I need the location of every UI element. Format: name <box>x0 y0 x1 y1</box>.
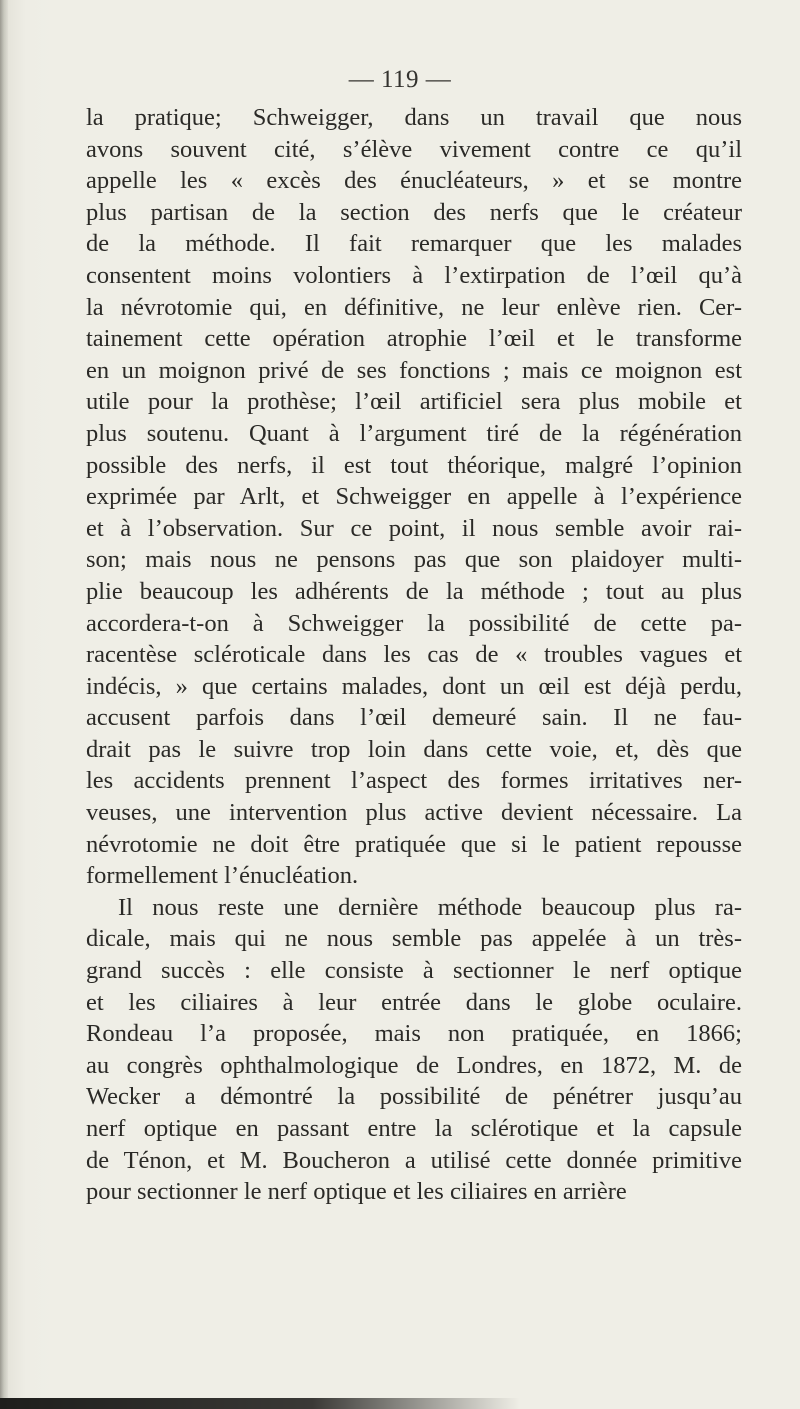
text-line: plie beaucoup les adhérents de la méthode ; tout au plus <box>86 577 742 605</box>
text-line: et les ciliaires à leur entrée dans le globe oculaire. <box>86 988 742 1016</box>
text-line: accordera-t-on à Schweigger la possibilité de cette pa- <box>86 609 742 637</box>
text-line: les accidents prennent l’aspect des formes irritatives ner- <box>86 767 742 795</box>
text-line: drait pas le suivre trop loin dans cette voie, et, dès que <box>86 735 742 763</box>
text-line: névrotomie ne doit être pratiquée que si le patient repousse <box>86 830 742 858</box>
text-line: possible des nerfs, il est tout théorique, malgré l’opinion <box>86 451 742 479</box>
text-line: en un moignon privé de ses fonctions ; mais ce moignon est <box>86 356 742 384</box>
text-line: et à l’observation. Sur ce point, il nous semble avoir rai- <box>86 514 742 542</box>
text-line: exprimée par Arlt, et Schweigger en appelle à l’expérience <box>86 483 742 511</box>
page-bottom-shadow <box>0 1398 520 1409</box>
text-line: indécis, » que certains malades, dont un œil est déjà perdu, <box>86 672 742 700</box>
text-line: de la méthode. Il fait remarquer que les malades <box>86 230 742 258</box>
text-line: appelle les « excès des énucléateurs, » et se montre <box>86 167 742 195</box>
text-line: plus soutenu. Quant à l’argument tiré de la régénération <box>86 419 742 447</box>
paragraph-1 <box>86 102 742 892</box>
text-line: pour sectionner le nerf optique et les ciliaires en arrière <box>86 1178 627 1206</box>
text-line: racentèse scléroticale dans les cas de « troubles vagues et <box>86 641 742 669</box>
body-text <box>86 102 742 1208</box>
text-line: tainement cette opération atrophie l’œil et le transforme <box>86 325 742 353</box>
text-line: Rondeau l’a proposée, mais non pratiquée, en 1866; <box>86 1020 742 1048</box>
binding-edge <box>0 0 8 1409</box>
page-number: — 119 — <box>348 66 452 93</box>
text-line: la névrotomie qui, en définitive, ne leur enlève rien. Cer- <box>86 293 742 321</box>
text-line: plus partisan de la section des nerfs que le créateur <box>86 198 742 226</box>
paragraph-2 <box>86 892 742 1208</box>
text-line: utile pour la prothèse; l’œil artificiel sera plus mobile et <box>86 388 742 416</box>
text-line: de Ténon, et M. Boucheron a utilisé cette donnée primitive <box>86 1146 742 1174</box>
text-line: consentent moins volontiers à l’extirpation de l’œil qu’à <box>86 261 742 289</box>
text-line: avons souvent cité, s’élève vivement contre ce qu’il <box>86 135 742 163</box>
text-line: formellement l’énucléation. <box>86 862 359 890</box>
text-line: grand succès : elle consiste à sectionner le nerf optique <box>86 957 742 985</box>
text-line: la pratique; Schweigger, dans un travail que nous <box>86 104 742 131</box>
text-line: veuses, une intervention plus active devient nécessaire. La <box>86 799 742 827</box>
text-line: Wecker a démontré la possibilité de pénétrer jusqu’au <box>86 1083 742 1111</box>
text-line: nerf optique en passant entre la sclérotique et la capsule <box>86 1115 742 1142</box>
text-line: au congrès ophthalmologique de Londres, en 1872, M. de <box>86 1051 742 1079</box>
text-line: dicale, mais qui ne nous semble pas appelée à un très- <box>86 925 742 953</box>
text-line: Il nous reste une dernière méthode beaucoup plus ra- <box>118 893 742 921</box>
text-line: accusent parfois dans l’œil demeuré sain. Il ne fau- <box>86 704 742 732</box>
text-line: son; mais nous ne pensons pas que son plaidoyer multi- <box>86 546 742 574</box>
